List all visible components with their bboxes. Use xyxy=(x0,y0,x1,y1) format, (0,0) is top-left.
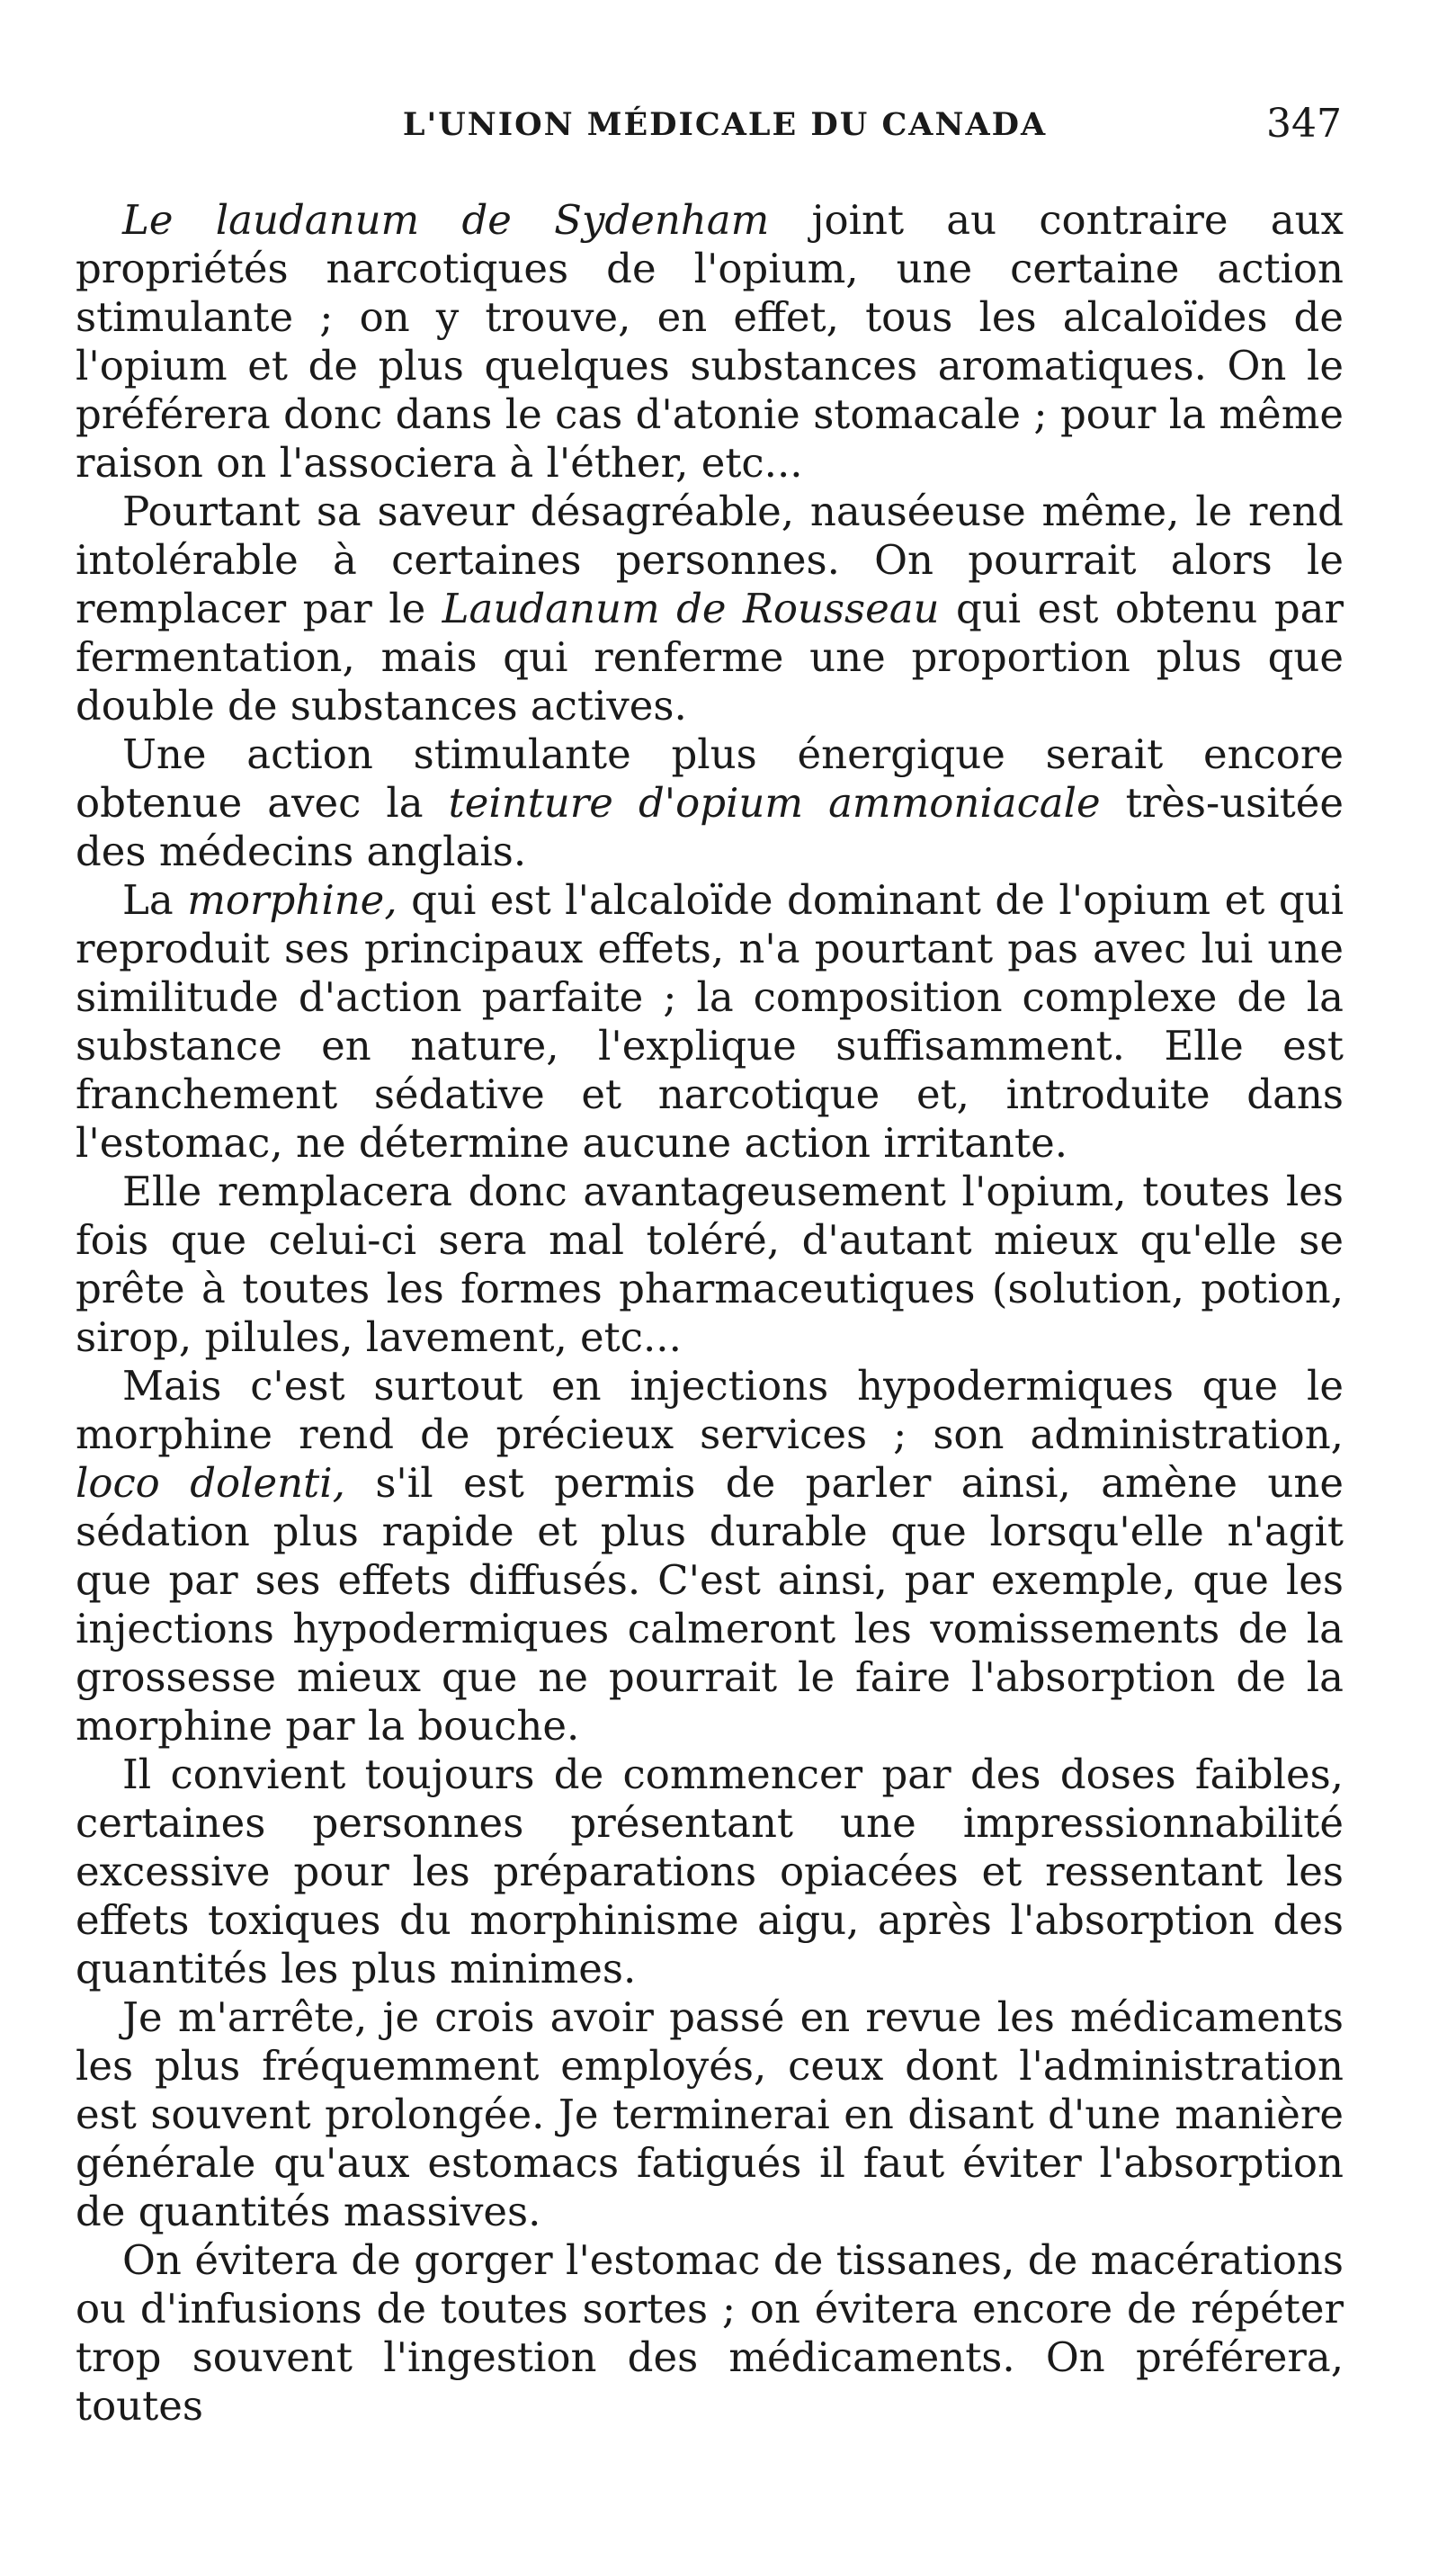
paragraph xyxy=(76,1751,1344,1993)
text-span: qui est l'alcaloïde dominant de l'opium et qui reproduit ses principaux effets, n'a pourtant pas avec lui une similitude d'action parfaite ; la composition complexe de la substance en nature, l'explique suffisamment. Elle est franchement sédative et narcotique et, introduite dans l'estomac, ne détermine aucune action irritante. xyxy=(76,876,1344,1167)
text-span: Pourtant sa saveur désagréable, nauséeuse même, le rend intolérable à certaines personnes. On pourrait alors le remplacer par le xyxy=(76,488,1344,632)
italic-text: teinture d'opium ammoniacale xyxy=(448,779,1101,827)
text-span: Je m'arrête, je crois avoir passé en revue les médicaments les plus fréquemment employés, ceux dont l'administration est souvent prolongée. Je terminerai en disant d'une manière générale qu'aux estomacs fatigués il faut éviter l'absorption de quantités massives. xyxy=(76,1993,1344,2235)
text-span: joint au contraire aux propriétés narcotiques de l'opium, une certaine action stimulante ; on y trouve, en effet, tous les alcaloïdes de l'opium et de plus quelques substances aromatiques. On le préférera donc dans le cas d'atonie stomacale ; pour la même raison on l'associera à l'éther, etc... xyxy=(76,196,1344,487)
page-number: 347 xyxy=(1266,101,1342,147)
running-header xyxy=(72,101,1342,160)
italic-text: Laudanum de Rousseau xyxy=(442,585,940,632)
paragraph xyxy=(76,488,1344,730)
text-span: s'il est permis de parler ainsi, amène une sédation plus rapide et plus durable que lorsqu'elle n'agit que par ses effets diffusés. C'est ainsi, par exemple, que les injections hypodermiques calmeront les vomissements de la grossesse mieux que ne pourrait le faire l'absorption de la morphine par la bouche. xyxy=(76,1459,1344,1750)
text-span: très-usitée des médecins anglais. xyxy=(76,779,1344,875)
paragraph xyxy=(76,1168,1344,1362)
text-span: Il convient toujours de commencer par des doses faibles, certaines personnes présentant une impressionnabilité excessive pour les préparations opiacées et ressentant les effets toxiques du morphinisme aigu, après l'absorption des quantités les plus minimes. xyxy=(76,1751,1344,1992)
text-span: La xyxy=(122,876,188,924)
paragraph xyxy=(76,196,1344,488)
italic-text: loco dolenti, xyxy=(76,1459,345,1507)
text-span: Elle remplacera donc avantageusement l'opium, toutes les fois que celui-ci sera mal toléré, d'autant mieux qu'elle se prête à toutes les formes pharmaceutiques (solution, potion, sirop, pilules, lavement, etc... xyxy=(76,1168,1344,1361)
italic-text: Le laudanum de Sydenham xyxy=(122,196,770,244)
text-span: Une action stimulante plus énergique serait encore obtenue avec la xyxy=(76,730,1344,827)
text-span: Mais c'est surtout en injections hypodermiques que le morphine rend de précieux services ; son administration, xyxy=(76,1362,1344,1458)
journal-title: L'UNION MÉDICALE DU CANADA xyxy=(402,106,1048,143)
italic-text: morphine, xyxy=(187,876,397,924)
body-text xyxy=(76,196,1344,2431)
paragraph xyxy=(76,2236,1344,2431)
paragraph xyxy=(76,730,1344,876)
paragraph xyxy=(76,1362,1344,1751)
paragraph xyxy=(76,876,1344,1168)
paragraph xyxy=(76,1993,1344,2236)
text-span: qui est obtenu par fermentation, mais qui renferme une proportion plus que double de substances actives. xyxy=(76,585,1344,730)
text-span: On évitera de gorger l'estomac de tissanes, de macérations ou d'infusions de toutes sortes ; on évitera encore de répéter trop souvent l'ingestion des médicaments. On préférera, toutes xyxy=(76,2236,1344,2430)
